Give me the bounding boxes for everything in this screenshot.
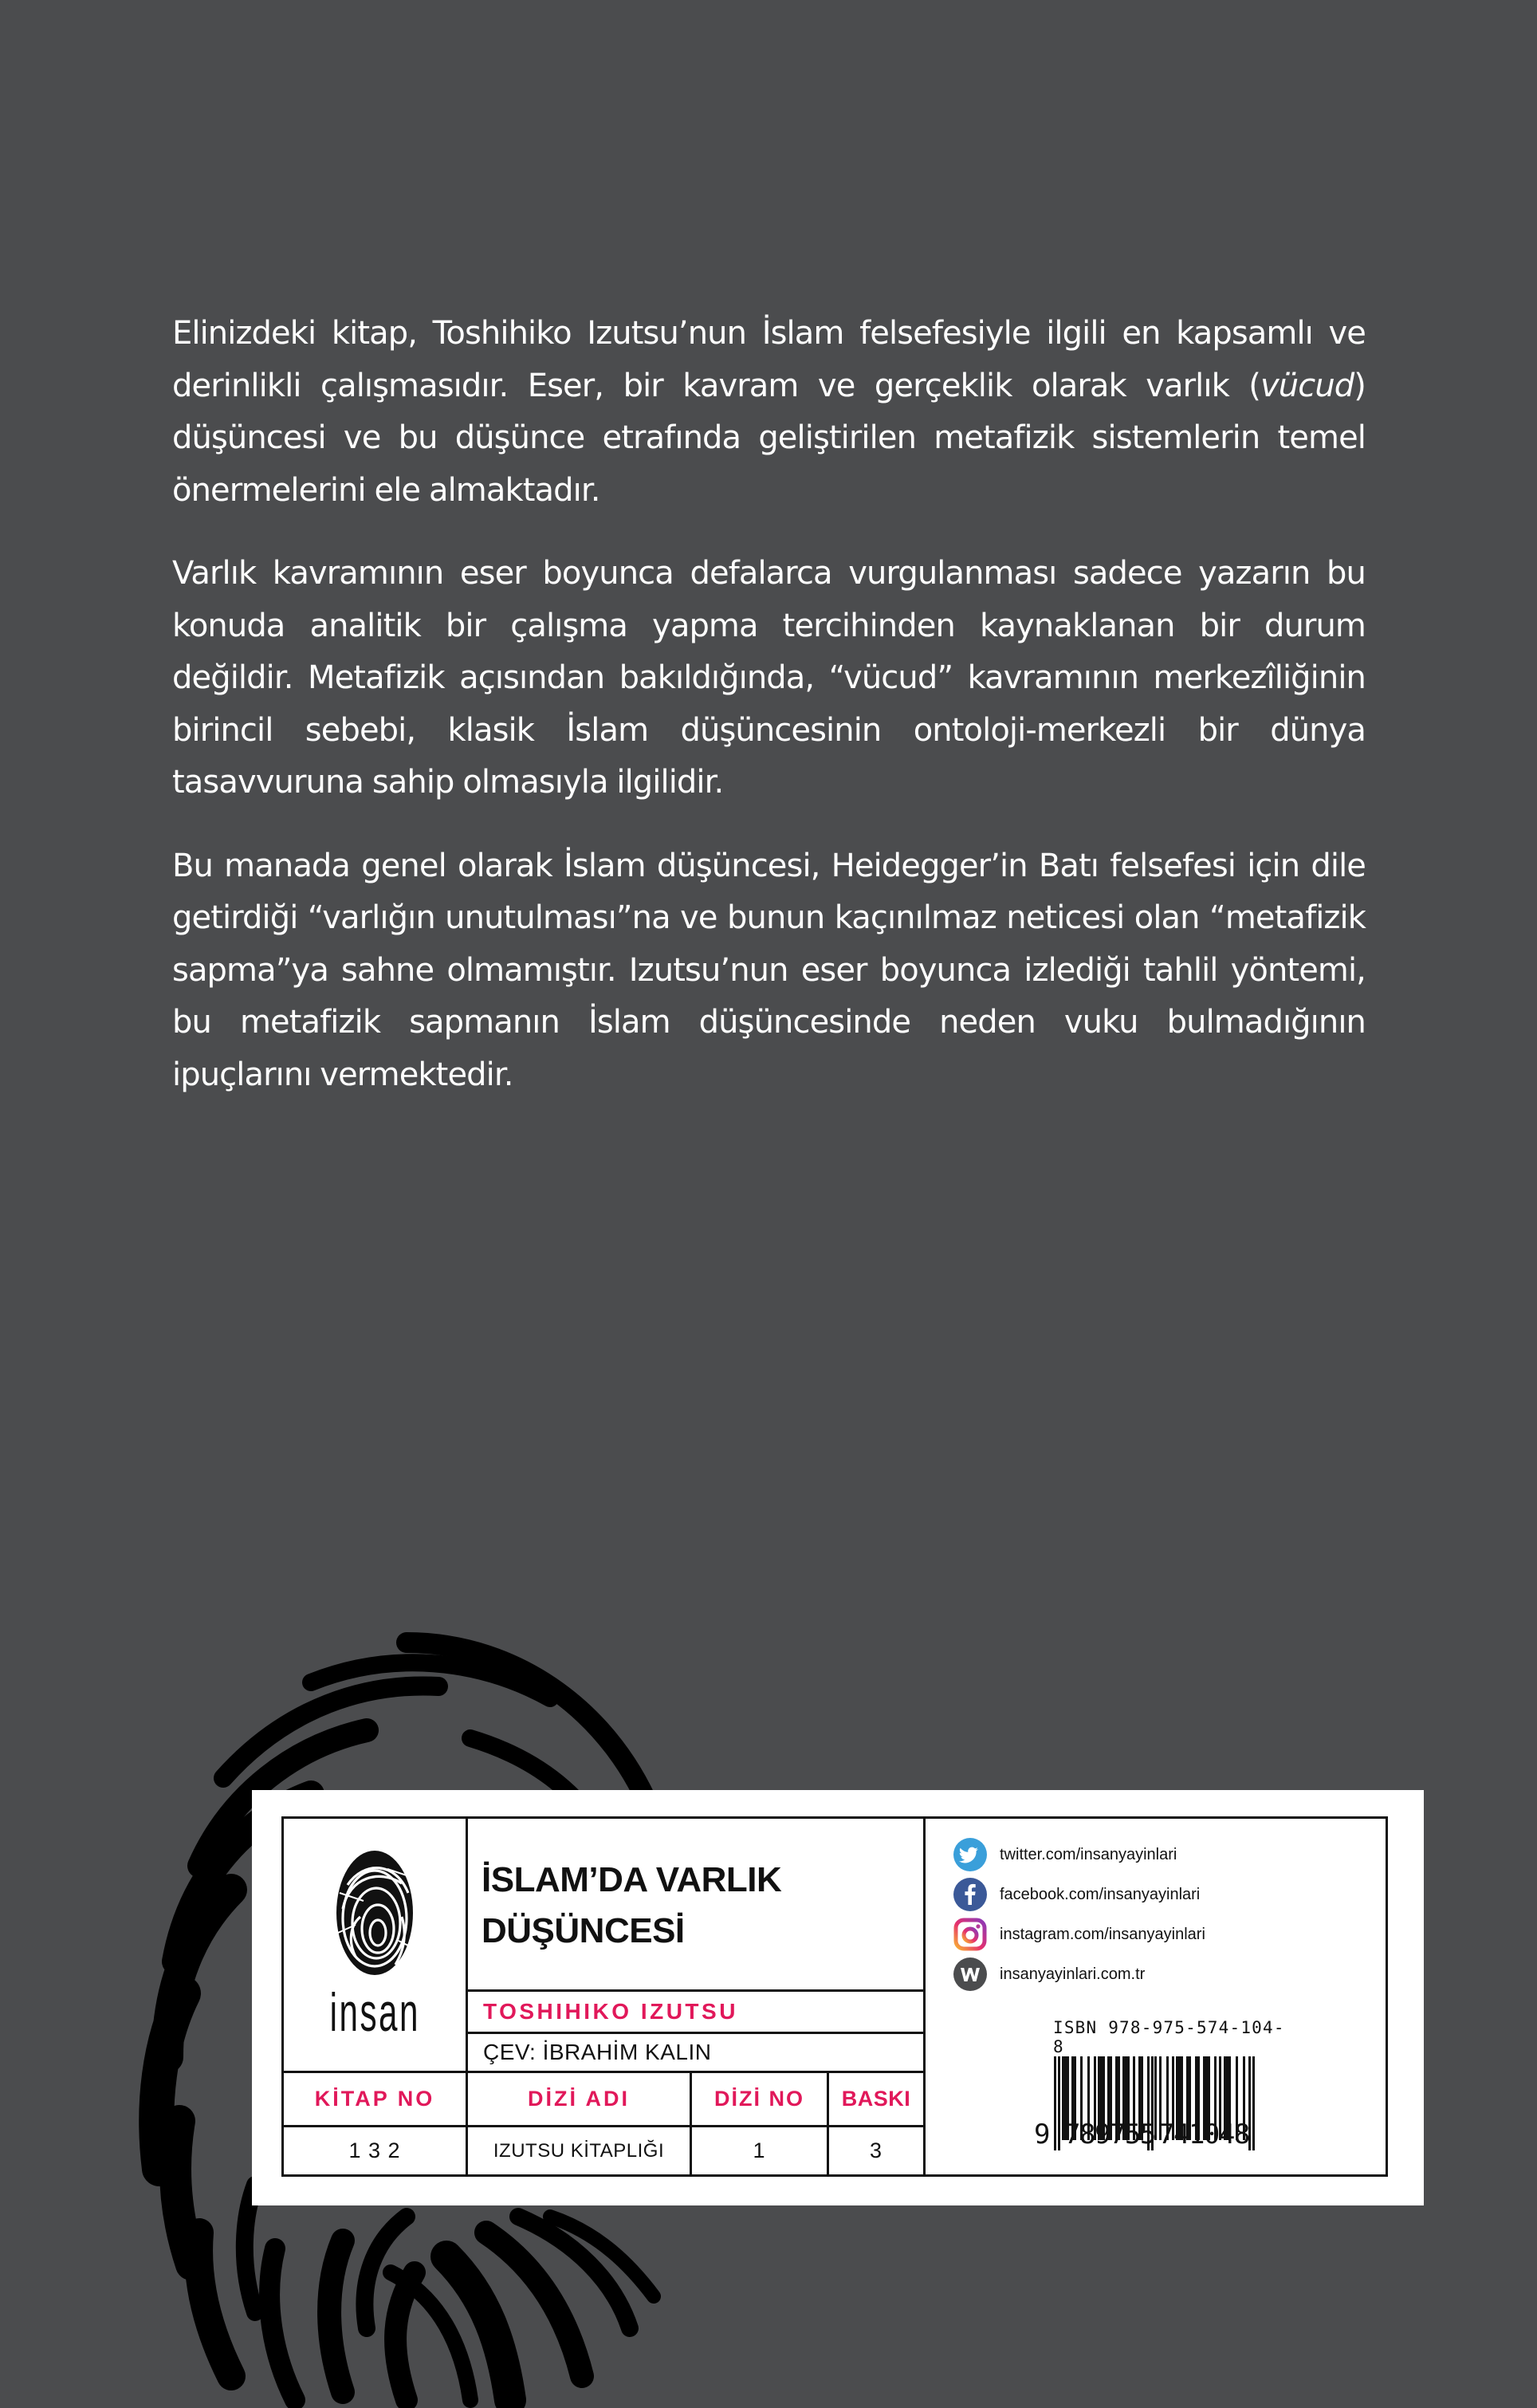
table-value-kitap-no: 1 3 2 — [348, 2138, 401, 2162]
social-link-text: insanyayinlari.com.tr — [1000, 1965, 1146, 1983]
barcode-digits — [1023, 2119, 1286, 2150]
book-title — [482, 1855, 912, 1957]
book-title-line-2: DÜŞÜNCESİ — [482, 1911, 685, 1950]
table-header-kitap-no: KİTAP NO — [314, 2087, 435, 2111]
table-header-baski: BASKI — [841, 2087, 911, 2111]
social-link-text: instagram.com/insanyayinlari — [1000, 1925, 1205, 1943]
blurb-text: ) düşüncesi ve bu düşünce etrafında geliştirilen metafizik sistemlerin temel önermelerini ele almaktadır. — [172, 367, 1366, 509]
blurb-text: Elinizdeki kitap, Toshihiko Izutsu’nun İslam felsefesiyle ilgili en kapsamlı ve derinlikli çalışmasıdır. Eser, bir kavram ve gerçeklik olarak varlık ( — [172, 315, 1366, 404]
table-header-dizi-adi: DİZİ ADI — [528, 2087, 630, 2111]
social-link-website[interactable] — [953, 1954, 1205, 1994]
blurb-paragraph-3: Bu manada genel olarak İslam düşüncesi, Heidegger’in Batı felsefesi için dile getirdiği “varlığın unutulması”na ve bunun kaçınılmaz neticesi olan “metafizik sapma”ya sahne olmamıştır. Izutsu’nun eser boyunca izlediği tahlil yöntemi, bu metafizik sapmanın İslam düşüncesinde neden vuku bulmadığının ipuçlarını vermektedir. — [172, 847, 1366, 1093]
publisher-logo — [284, 1819, 466, 2071]
social-link-twitter[interactable] — [953, 1835, 1205, 1875]
back-cover-blurb — [172, 308, 1366, 1132]
fingerprint-icon — [332, 1845, 418, 1981]
author-name: TOSHIHIKO IZUTSU — [483, 1999, 738, 2024]
barcode-digits-left: 789755 — [1064, 2119, 1155, 2150]
blurb-italic-term: vücud — [1260, 367, 1354, 404]
barcode-digit-first: 9 — [1034, 2119, 1051, 2150]
divider — [923, 1819, 926, 2174]
colophon-card — [252, 1790, 1424, 2205]
book-title-line-1: İSLAM’DA VARLIK — [482, 1860, 782, 1899]
blurb-paragraph-1 — [172, 308, 1366, 517]
barcode-digits-right: 741048 — [1158, 2119, 1249, 2150]
table-header-dizi-no: DİZİ NO — [714, 2087, 804, 2111]
translator-name: ÇEV: İBRAHİM KALIN — [483, 2040, 712, 2064]
table-value-baski: 3 — [869, 2138, 883, 2162]
isbn-barcode — [1023, 2018, 1286, 2150]
instagram-icon — [953, 1918, 987, 1951]
publisher-wordmark: insan — [329, 1982, 420, 2043]
table-value-dizi-adi: IZUTSU KİTAPLIĞI — [493, 2139, 665, 2162]
blurb-paragraph-2: Varlık kavramının eser boyunca defalarca vurgulanması sadece yazarın bu konuda analitik bir çalışma yapma tercihinden kaynaklanan bir durum değildir. Metafizik açısından bakıldığında, “vücud” kavramının merkezîliğinin birincil sebebi, klasik İslam düşüncesinin ontoloji-merkezli bir dünya tasavvuruna sahip olmasıyla ilgilidir. — [172, 555, 1366, 801]
social-link-facebook[interactable] — [953, 1875, 1205, 1914]
table-value-dizi-no: 1 — [753, 2138, 766, 2162]
divider — [466, 1989, 926, 1992]
facebook-icon — [953, 1878, 987, 1911]
social-links — [953, 1835, 1205, 1994]
isbn-label: ISBN 978-975-574-104-8 — [1053, 2018, 1285, 2056]
colophon-grid — [281, 1816, 1388, 2177]
social-link-text: facebook.com/insanyayinlari — [1000, 1885, 1201, 1903]
social-link-instagram[interactable] — [953, 1914, 1205, 1954]
social-link-text: twitter.com/insanyayinlari — [1000, 1845, 1177, 1863]
website-icon — [953, 1957, 987, 1991]
twitter-icon — [953, 1838, 987, 1871]
